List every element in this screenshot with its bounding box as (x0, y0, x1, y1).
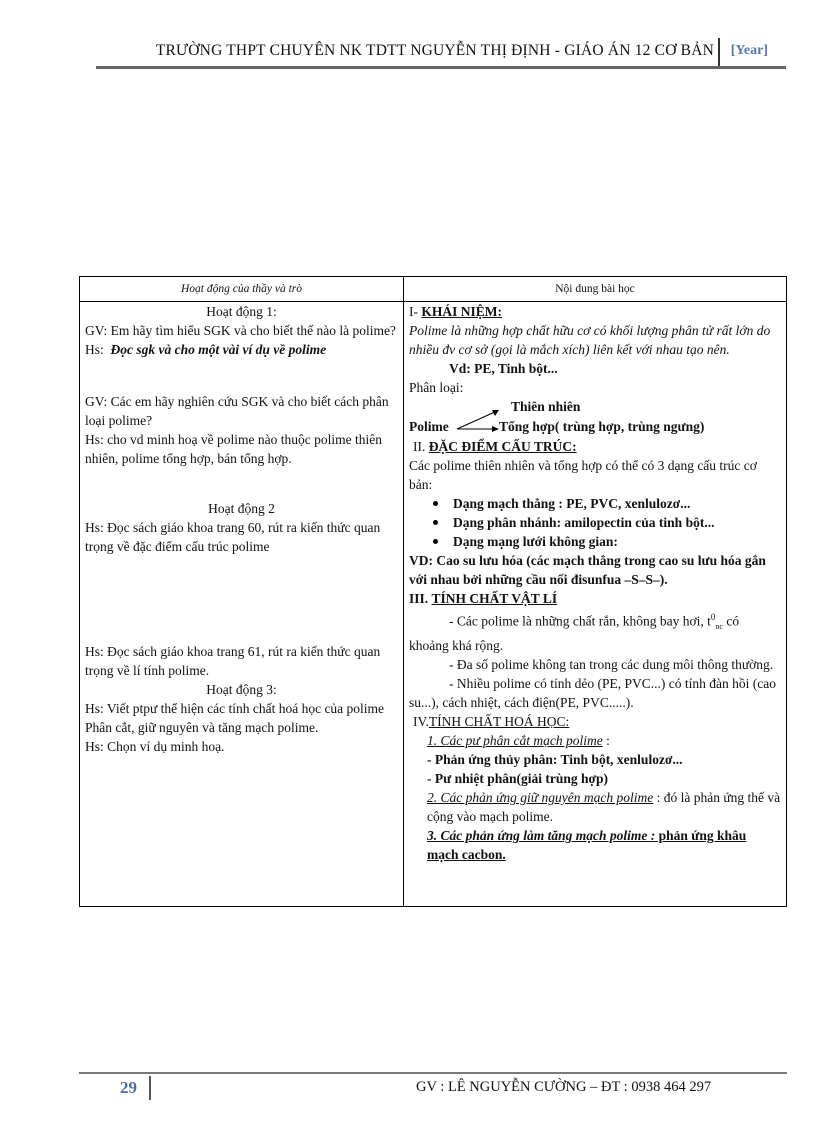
footer-separator (149, 1076, 151, 1100)
chemical-property-3 (409, 826, 781, 864)
chemical-property-3-title: 3. Các phản ứng làm tăng mạch polime : (427, 828, 656, 844)
activity-1-title: Hoạt động 1: (206, 304, 277, 319)
student-task-3: Hs: Đọc sách giáo khoa trang 60, rút ra kiến thức quan trọng về đặc điểm cấu trúc polime (85, 520, 381, 554)
student-task-2: Hs: cho vd minh hoạ về polime nào thuộc polime thiên nhiên, polime tổng hợp, bán tổng hợp. (85, 432, 382, 466)
temperature-sup: 0 (710, 612, 716, 622)
list-item: Dạng mạch thẳng : PE, PVC, xenlulozơ... (453, 494, 781, 513)
page-header (96, 38, 786, 68)
student-task-1 (85, 340, 398, 359)
student-task-5: Hs: Viết ptpư thể hiện các tính chất hoá học của polime (85, 701, 385, 716)
classification-natural: Thiên nhiên (511, 399, 581, 414)
list-item: Dạng phân nhánh: amilopectin của tinh bột... (453, 513, 781, 532)
col-header-content: Nội dung bài học (404, 277, 787, 302)
chemical-property-2 (409, 788, 781, 826)
page-number: 29 (120, 1078, 137, 1097)
classification-root: Polime (409, 419, 449, 434)
chemical-property-2-tail: : đó là phản ứng thế và cộng vào mạch polime. (427, 790, 781, 825)
teacher-question-2: GV: Các em hãy nghiên cứu SGK và cho biết cách phân loại polime? (85, 394, 389, 428)
classification-diagram (409, 397, 781, 437)
header-rule (96, 66, 786, 69)
teacher-question-1: GV: Em hãy tìm hiểu SGK và cho biết thế nào là polime? (85, 323, 396, 338)
section-1-heading (409, 302, 781, 321)
footer-rule (79, 1072, 787, 1074)
chemical-property-1a: - Phản ứng thủy phân: Tinh bột, xenlulozơ... (427, 752, 683, 768)
section-2-heading (409, 437, 781, 456)
table-body-row (80, 302, 787, 907)
polymer-example: Vd: PE, Tinh bột... (449, 361, 558, 376)
chemical-property-1 (409, 731, 781, 750)
section-3-title: TÍNH CHẤT VẬT LÍ (431, 591, 558, 606)
section-4-heading (409, 712, 781, 731)
chemical-property-1-tail: : (602, 733, 610, 749)
section-4-title: TÍNH CHẤT HOÁ HỌC: (428, 714, 570, 730)
table-header-row (80, 277, 787, 302)
chemical-property-2-title: 2. Các phản ứng giữ nguyên mạch polime (427, 790, 654, 806)
classification-label: Phân loại: (409, 380, 464, 395)
physical-property-2: - Đa số polime không tan trong các dung môi thông thường. (449, 657, 774, 673)
header-year: [Year] (730, 43, 768, 58)
section-3-number: III. (409, 591, 429, 606)
section-1-title: KHÁI NIỆM: (421, 304, 502, 319)
lesson-table (79, 276, 787, 907)
temperature-sub: nc (715, 622, 723, 632)
section-2-number: II. (413, 439, 426, 454)
physical-property-1 (409, 608, 781, 655)
classification-arrows-icon (455, 401, 501, 435)
physical-property-3: - Nhiều polime có tính dẻo (PE, PVC...) có tính đàn hồi (cao su...), cách nhiệt, cách điện(PE, PVC.....). (409, 676, 776, 711)
activity-3-title: Hoạt động 3: (206, 682, 277, 697)
activities-cell (80, 302, 404, 907)
section-3-heading (409, 589, 781, 608)
classification-synthetic: Tổng hợp( trùng hợp, trùng ngưng) (499, 419, 705, 434)
structure-intro: Các polime thiên nhiên và tổng hợp có thể có 3 dạng cấu trúc cơ bản: (409, 458, 757, 492)
chemical-property-1-title: 1. Các pư phân cắt mạch polime (427, 733, 603, 749)
col-header-activities: Hoạt động của thầy và trò (80, 277, 404, 302)
list-item: Dạng mạng lưới không gian: (453, 532, 781, 551)
section-1-number: I- (409, 304, 418, 319)
activity-2-title: Hoạt động 2 (208, 501, 275, 516)
section-2-title: ĐẶC ĐIỂM CẤU TRÚC: (428, 439, 577, 454)
structure-example: VD: Cao su lưu hóa (các mạch thẳng trong cao su lưu hóa gắn với nhau bởi những cầu nối đisunfua –S–S–). (409, 553, 766, 587)
task-note: Phân cắt, giữ nguyên và tăng mạch polime. (85, 720, 319, 735)
student-task-1-text: Đọc sgk và cho một vài ví dụ về polime (110, 342, 327, 357)
content-cell (404, 302, 787, 907)
structure-list (409, 494, 781, 551)
polymer-definition: Polime là những hợp chất hữu cơ có khối lượng phân tử rất lớn do nhiều đv cơ sở (gọi là mắch xích) liên kết với nhau tạo nên. (409, 323, 771, 357)
footer-author: GV : LÊ NGUYỄN CƯỜNG – ĐT : 0938 464 297 (416, 1079, 712, 1095)
student-task-4: Hs: Đọc sách giáo khoa trang 61, rút ra kiến thức quan trọng về lí tính polime. (85, 644, 381, 678)
student-task-7: Hs: Chọn ví dụ minh hoạ. (85, 739, 225, 754)
chemical-property-1b: - Pư nhiệt phân(giải trùng hợp) (427, 771, 608, 787)
physical-property-1-text: - Các polime là những chất rắn, không bay hơi, t (449, 613, 711, 629)
header-title: TRƯỜNG THPT CHUYÊN NK TDTT NGUYỄN THỊ ĐỊNH - GIÁO ÁN 12 CƠ BẢN (155, 42, 714, 59)
student-prefix: Hs: (85, 342, 104, 357)
header-separator (718, 38, 720, 66)
physical-property-1-tail: có khoảng khá rộng. (409, 613, 740, 654)
chemical-property-3-tail: phản ứng khâu mạch cacbon. (427, 828, 747, 863)
section-4-number: IV. (413, 714, 429, 730)
